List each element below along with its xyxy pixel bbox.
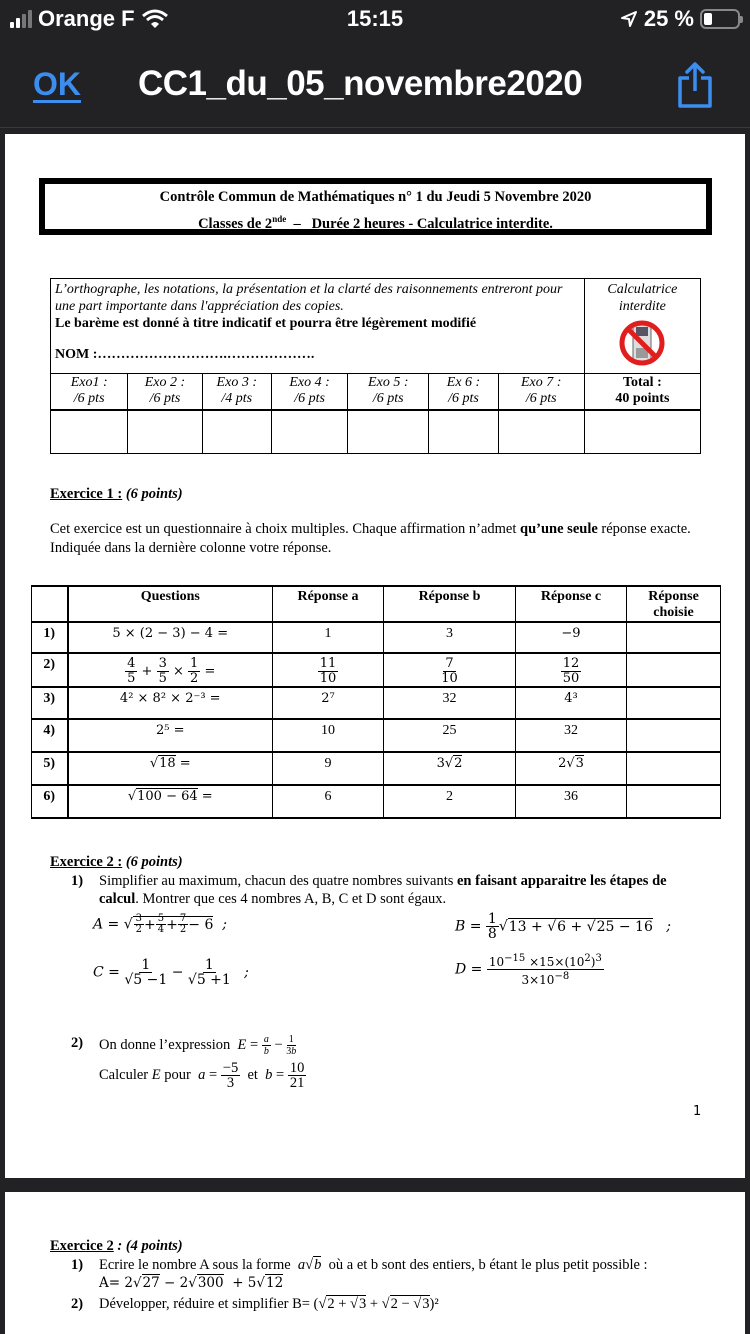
- header-questions: Questions: [68, 586, 273, 622]
- table-row: 1) 5 × (2 − 3) − 4 = 1 3 −9: [32, 622, 721, 653]
- nav-bar: [0, 40, 750, 128]
- clock: 15:15: [346, 6, 404, 31]
- pdf-page-2[interactable]: [5, 1192, 745, 1334]
- status-bar: [0, 0, 750, 40]
- score-label-exo2: Exo 2 : /6 pts: [128, 374, 202, 410]
- exercise-3-questions: 1) Ecrire le nombre A sous la forme a√b où a et b sont des entiers, b étant le plus petit possible : A= 2√27 − 2√300 + 5√12 2) Développer, réduire et simplifier B= (√2 + √3 + √2 − √3)²: [71, 1257, 648, 1312]
- exercise-1-intro: Cet exercice est un questionnaire à choix multiples. Chaque affirmation n’admet qu’une seule réponse exacte. Indiquée dans la dernière colonne votre réponse.: [50, 521, 691, 556]
- answer-a: 9: [273, 752, 384, 785]
- exercise-1-title: Exercice 1 : (6 points): [50, 486, 183, 502]
- formula-B: B = $\frac{1}{8}$ √13 + √6 + √25 − 16 ;: [455, 911, 671, 942]
- score-cell: [202, 410, 271, 454]
- answer-a: 1: [273, 622, 384, 653]
- answer-a: $\frac{11}{10}$: [273, 653, 384, 687]
- exercise-3-title: Exercice 2 : (4 points): [50, 1238, 183, 1254]
- answer-c: −9: [516, 622, 627, 653]
- exam-subtitle: Classes de 2nde – Durée 2 heures - Calculatrice interdite.: [198, 214, 553, 232]
- formula-C: C = $\frac{1}{√5 -1}$ − $\frac{1}{√5 +1}$ ;: [93, 957, 249, 988]
- score-cell: [429, 410, 498, 454]
- instructions-cell: [51, 279, 585, 374]
- score-label-exo7: Exo 7 : /6 pts: [498, 374, 584, 410]
- answer-a: 10: [273, 719, 384, 752]
- score-cell: [51, 410, 128, 454]
- table-row: 2) $\frac{4}{5}$ + $\frac{3}{5}$ × $\frac{1}{2}$ = $\frac{11}{10}$ $\frac{7}{10}$ $\frac{12}{50}$: [32, 653, 721, 687]
- table-row: 4) 2⁵ = 10 25 32: [32, 719, 721, 752]
- score-label-exo3: Exo 3 : /4 pts: [202, 374, 271, 410]
- answer-c: 32: [516, 719, 627, 752]
- no-calculator-icon: [618, 318, 666, 368]
- score-cell: [498, 410, 584, 454]
- answer-a: 6: [273, 785, 384, 818]
- header-chosen-answer: Réponse choisie: [627, 586, 721, 622]
- answer-b: 2: [384, 785, 516, 818]
- qcm-table: [31, 585, 721, 819]
- answer-b: $\frac{7}{10}$: [384, 653, 516, 687]
- chosen-answer-cell: [627, 687, 721, 719]
- header-answer-b: Réponse b: [384, 586, 516, 622]
- score-cell: [348, 410, 429, 454]
- question: √100 − 64 =: [68, 785, 273, 818]
- calculator-cell: Calculatrice interdite: [584, 279, 700, 374]
- answer-b: 32: [384, 687, 516, 719]
- question: √18 =: [68, 752, 273, 785]
- chosen-answer-cell: [627, 653, 721, 687]
- answer-a: 2⁷: [273, 687, 384, 719]
- exercise-2-q2: 2) On donne l’expression E = $\frac{a}{b}$ − $\frac{1}{3b}$ Calculer E pour a = $\frac{-5}{3}$ et b = $\frac{10}{21}$: [71, 1034, 305, 1091]
- formula-D: D = $\frac{10^{-15} \times 15\times(10^2)^3}{3\times 10^{-8}}$: [455, 953, 602, 987]
- answer-b: 3: [384, 622, 516, 653]
- answer-c: 4³: [516, 687, 627, 719]
- answer-c: 36: [516, 785, 627, 818]
- table-row: 3) 4² × 8² × 2⁻³ = 2⁷ 32 4³: [32, 687, 721, 719]
- document-title: CC1_du_05_novembre2020: [138, 64, 583, 103]
- question: $\frac{4}{5}$ + $\frac{3}{5}$ × $\frac{1}{2}$ =: [68, 653, 273, 687]
- answer-c: $\frac{12}{50}$: [516, 653, 627, 687]
- exam-header: [39, 178, 712, 235]
- answer-b: 25: [384, 719, 516, 752]
- score-cell: [584, 410, 700, 454]
- score-label-exo4: Exo 4 : /6 pts: [271, 374, 347, 410]
- info-table: [50, 278, 701, 454]
- battery-percent: 25 %: [643, 6, 694, 31]
- chosen-answer-cell: [627, 719, 721, 752]
- table-row: 5) √18 = 9 3√2 2√3: [32, 752, 721, 785]
- chosen-answer-cell: [627, 785, 721, 818]
- formula-A: A = √ $\frac{3}{2}$ + $\frac{5}{4}$ + $\frac{7}{2}$ − 6 ;: [93, 913, 227, 935]
- score-label-total: Total : 40 points: [584, 374, 700, 410]
- score-label-exo6: Ex 6 : /6 pts: [429, 374, 498, 410]
- exam-title: Contrôle Commun de Mathématiques n° 1 du Jeudi 5 Novembre 2020: [159, 189, 592, 205]
- score-cell: [271, 410, 347, 454]
- share-icon[interactable]: [676, 60, 714, 110]
- header-answer-a: Réponse a: [273, 586, 384, 622]
- score-label-exo1: Exo1 : /6 pts: [51, 374, 128, 410]
- page-number: 1: [693, 1104, 702, 1119]
- question: 2⁵ =: [68, 719, 273, 752]
- carrier-label: Orange F: [38, 6, 135, 31]
- chosen-answer-cell: [627, 752, 721, 785]
- name-field-label: NOM :……………………….……………….: [55, 347, 315, 362]
- instructions-italic: L’orthographe, les notations, la présentation et la clarté des raisonnements entreront pour une part importante dans l'appréciation des copies.: [55, 282, 563, 314]
- battery-icon: [700, 9, 740, 29]
- instructions-bold: Le barème est donné à titre indicatif et pourra être légèrement modifié: [55, 316, 477, 331]
- header-answer-c: Réponse c: [516, 586, 627, 622]
- ok-button[interactable]: OK: [33, 66, 81, 102]
- pdf-page-1[interactable]: [5, 134, 745, 1178]
- question: 5 × (2 − 3) − 4 =: [68, 622, 273, 653]
- chosen-answer-cell: [627, 622, 721, 653]
- score-cell: [128, 410, 202, 454]
- location-arrow-icon: [620, 10, 638, 28]
- exercise-2-title: Exercice 2 : (6 points): [50, 854, 183, 870]
- question: 4² × 8² × 2⁻³ =: [68, 687, 273, 719]
- score-label-exo5: Exo 5 : /6 pts: [348, 374, 429, 410]
- exercise-2-q1: 1) Simplifier au maximum, chacun des quatre nombres suivants en faisant apparaitre les étapes de calcul. Montrer que ces 4 nombres A, B, C et D sont égaux.: [71, 873, 667, 907]
- answer-c: 2√3: [516, 752, 627, 785]
- table-row: 6) √100 − 64 = 6 2 36: [32, 785, 721, 818]
- answer-b: 3√2: [384, 752, 516, 785]
